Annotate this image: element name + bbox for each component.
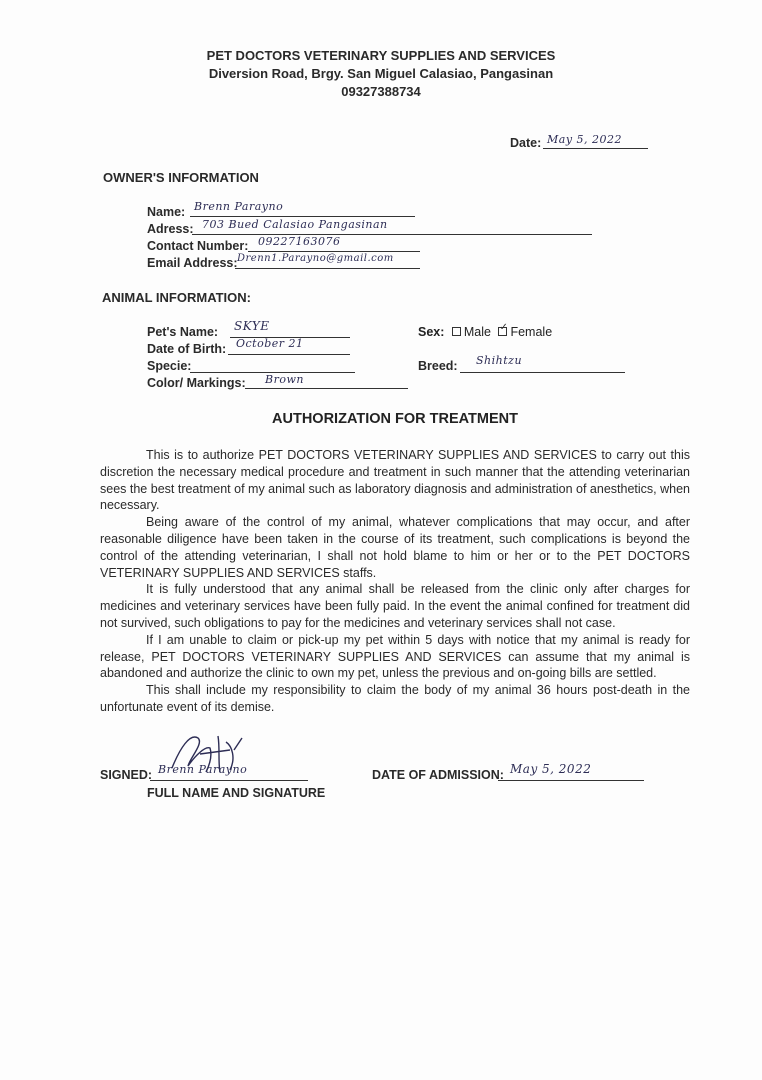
owner-email-value: Drenn1.Parayno@gmail.com [237, 253, 394, 264]
admission-date-label: DATE OF ADMISSION: [372, 768, 504, 782]
date-label: Date: [510, 136, 542, 150]
pet-name-label: Pet's Name: [147, 325, 219, 339]
color-value: Brown [265, 373, 304, 386]
sex-male-checkbox[interactable] [452, 327, 461, 336]
signature-caption: FULL NAME AND SIGNATURE [147, 786, 326, 800]
owner-contact-field[interactable] [248, 237, 420, 252]
company-phone: 09327388734 [341, 84, 421, 99]
owner-address-value: 703 Bued Calasiao Pangasinan [202, 218, 388, 231]
color-field[interactable] [245, 374, 408, 389]
specie-field[interactable] [190, 358, 355, 373]
owner-contact-value: 09227163076 [258, 235, 341, 248]
authorization-paragraph: If I am unable to claim or pick-up my pet within 5 days with notice that my animal is ready for release, PET DOCTORS VETERINARY SUPPLIES AND SERVICES can assume that my animal is abandoned and authorize the clinic to own my pet, unless the previous and on-going bills are settled. [100, 632, 690, 681]
breed-field[interactable] [460, 354, 625, 373]
authorization-paragraph: It is fully understood that any animal shall be released from the clinic only after charges for medicines and veterinary services have been fully paid. In the event the animal confined for treatment did not survived, such obligations to pay for the medicines and veterinary services shall not case. [100, 582, 690, 630]
owner-address-label: Adress: [147, 222, 194, 236]
sex-female-checkbox[interactable] [498, 327, 507, 336]
admission-date-field[interactable] [498, 762, 644, 781]
breed-label: Breed: [418, 359, 458, 373]
sex-group [418, 325, 552, 339]
dob-label: Date of Birth: [147, 342, 227, 356]
owner-name-label: Name: [147, 205, 186, 219]
signed-value: Brenn Parayno [158, 763, 248, 776]
dob-field[interactable] [228, 337, 350, 355]
company-address: Diversion Road, Brgy. San Miguel Calasiao, Pangasinan [208, 66, 554, 81]
admission-date-value: May 5, 2022 [510, 762, 592, 776]
sex-male-label: Male [463, 325, 491, 339]
color-label: Color/ Markings: [147, 376, 246, 390]
owner-section-title: OWNER'S INFORMATION [103, 170, 259, 185]
pet-name-field[interactable] [230, 319, 350, 338]
authorization-paragraph: Being aware of the control of my animal, whatever complications that may occur, and after reasonable diligence have been taken in the course of its treatment, such complications is beyond the control of the attending veterinarian, I shall not hold blame to him or her or to the PET DOCTORS VETERINARY SUPPLIES AND SERVICES staffs. [100, 515, 690, 580]
date-field[interactable] [543, 134, 648, 149]
company-name: PET DOCTORS VETERINARY SUPPLIES AND SERVICES [206, 48, 556, 63]
animal-section-title: ANIMAL INFORMATION: [102, 290, 251, 305]
owner-email-field[interactable] [235, 254, 420, 269]
signed-label: SIGNED: [100, 768, 153, 782]
sex-label: Sex: [418, 325, 445, 339]
authorization-title: AUTHORIZATION FOR TREATMENT [272, 411, 518, 427]
breed-value: Shihtzu [476, 354, 523, 367]
owner-contact-label: Contact Number: [147, 239, 249, 253]
authorization-body [100, 447, 690, 716]
authorization-paragraph: This is to authorize PET DOCTORS VETERINARY SUPPLIES AND SERVICES to carry out this discretion the necessary medical procedure and treatment in such manner that the attending veterinarian sees the best treatment of my animal such as laboratory diagnosis and administration of anesthetics, when necessary. [100, 448, 690, 513]
owner-name-value: Brenn Parayno [194, 200, 284, 213]
authorization-paragraph: This shall include my responsibility to claim the body of my animal 36 hours post-death in the unfortunate event of its demise. [100, 683, 690, 714]
dob-value: October 21 [236, 337, 304, 350]
date-value: May 5, 2022 [547, 133, 623, 146]
owner-email-label: Email Address: [147, 256, 238, 270]
owner-name-field[interactable] [190, 202, 415, 217]
owner-address-field[interactable] [192, 220, 592, 235]
sex-female-label: Female [510, 325, 553, 339]
signature-field[interactable] [150, 763, 308, 781]
specie-label: Specie: [147, 359, 192, 373]
pet-name-value: SKYE [234, 319, 270, 333]
